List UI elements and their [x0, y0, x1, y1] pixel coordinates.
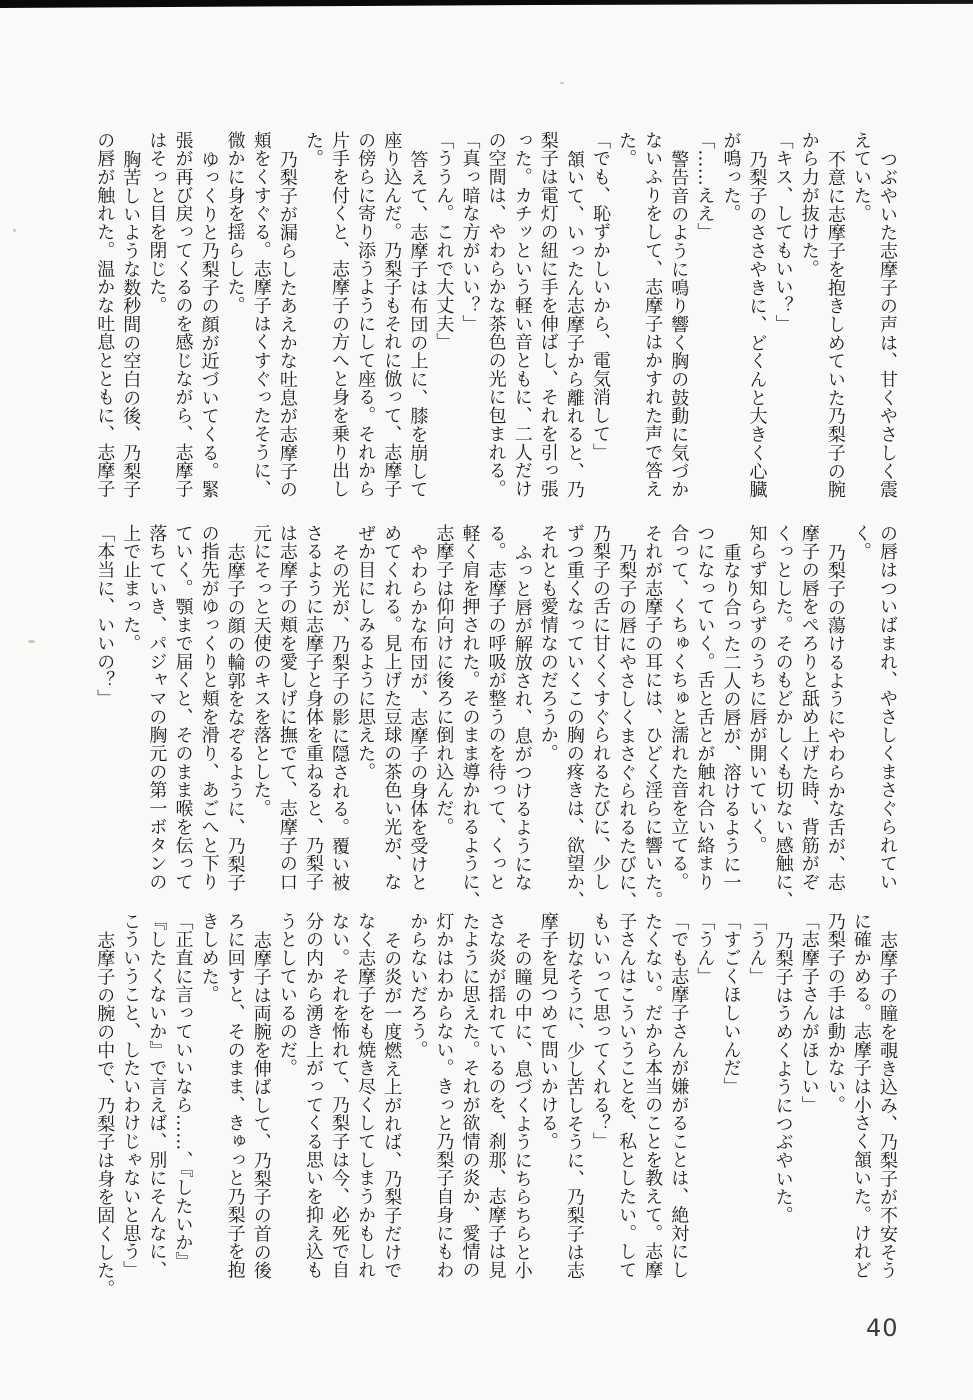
- text-column: きしめた。: [198, 912, 220, 1004]
- text-column: もいいって思ってくれる？」: [589, 912, 611, 1151]
- text-column: さな炎が揺れているのを、刹那、志摩子は見: [485, 912, 507, 1279]
- text-column: その瞳の中に、息づくようにちらちらと小: [511, 930, 533, 1280]
- text-column: ずつ重くなっていくこの胸の疼きは、欲望か、: [563, 524, 585, 910]
- scan-speck: [13, 229, 16, 232]
- text-column: くっとした。そのもどかしくも切ない感触に、: [772, 524, 794, 910]
- text-column: 志摩子の顔の輪郭をなぞるように、乃梨子: [224, 542, 246, 892]
- text-column: たように思えた。それが欲情の炎か、愛情の: [459, 912, 481, 1279]
- text-column: さるように志摩子と身体を重ねると、乃梨子: [302, 524, 324, 891]
- text-column: 片手を付くと、志摩子の方へと身を乗り出し: [329, 131, 351, 498]
- text-column: それが志摩子の耳には、ひどく淫らに響いた。: [642, 524, 664, 910]
- text-column: が鳴った。: [720, 131, 742, 223]
- text-column: 頬をくすぐる。志摩子はくすぐったそうに、: [250, 131, 272, 498]
- text-column: ふっと唇が解放され、息がつけるようにな: [511, 542, 533, 892]
- text-column: た。: [302, 131, 324, 168]
- text-column: 胸苦しいような数秒間の空白の後、乃梨子: [120, 149, 142, 499]
- text-column: 『したくないか』で言えば、別にそんなに、: [146, 912, 168, 1279]
- text-column: 座り込んだ。乃梨子もそれに倣って、志摩子: [381, 131, 403, 498]
- text-column: は志摩子の頬を愛しげに撫でて、志摩子の口: [276, 524, 298, 891]
- text-column: 志摩子は両腕を伸ばして、乃梨子の首の後: [250, 930, 272, 1280]
- text-column: 梨子は電灯の紐に手を伸ばし、それを引っ張: [537, 131, 559, 498]
- text-column: 「うん」: [746, 912, 768, 986]
- text-column: 合って、くちゅくちゅと濡れた音を立てる。: [668, 524, 690, 891]
- text-column: その光が、乃梨子の影に隠される。覆い被: [329, 542, 351, 892]
- scan-edge-artifact: [0, 0, 973, 8]
- text-column: 乃梨子の唇にやさしくまさぐられるたびに、: [616, 542, 638, 910]
- scan-speck: [28, 640, 35, 643]
- text-column: 志摩子の腕の中で、乃梨子は身を固くした。: [94, 930, 116, 1298]
- text-column: 「……ええ」: [694, 131, 716, 242]
- text-column: 「ううん。これで大丈夫」: [433, 131, 455, 352]
- text-column: なく志摩子をも焼き尽くしてしまうかもしれ: [355, 912, 377, 1279]
- text-column: ろに回すと、そのまま、きゅっと乃梨子を抱: [224, 912, 246, 1279]
- text-column: その炎が一度燃え上がれば、乃梨子だけで: [381, 930, 403, 1280]
- text-column: 知らず知らずのうちに唇が開いていく。: [746, 524, 768, 855]
- text-column: それとも愛情なのだろうか。: [537, 524, 559, 763]
- text-column: に確かめる。志摩子は小さく頷いた。けれど: [850, 912, 872, 1279]
- text-column: 重なり合った二人の唇が、溶けるように一: [720, 542, 742, 892]
- text-column: の傍らに寄り添うようにして座る。それから: [355, 131, 377, 498]
- text-column: 乃梨子の手は動かない。: [824, 912, 846, 1114]
- text-column: たくない。だから本当のことを教えて。志摩: [642, 912, 664, 1279]
- text-column: ない。それを怖れて、乃梨子は今、必死で自: [329, 912, 351, 1279]
- text-column: 分の内から湧き上がってくる思いを抑え込も: [302, 912, 324, 1279]
- text-column: の唇が触れた。温かな吐息とともに、志摩子: [94, 131, 116, 498]
- text-column: 上で止まった。: [120, 524, 142, 653]
- text-column: つぶやいた志摩子の声は、甘くやさしく震: [877, 149, 898, 499]
- text-column: 摩子を見つめて問いかける。: [537, 912, 559, 1151]
- text-column: 「でも志摩子さんが嫌がることは、絶対にし: [668, 912, 690, 1279]
- text-column: 落ちていき、パジャマの胸元の第一ボタンの: [146, 524, 168, 891]
- text-column: やわらかな布団が、志摩子の身体を受けと: [407, 542, 429, 892]
- text-column: く。: [850, 524, 872, 561]
- text-column: 張が再び戻ってくるのを感じながら、志摩子: [172, 131, 194, 498]
- text-column: はそっと目を閉じた。: [146, 131, 168, 315]
- text-column: 不意に志摩子を抱きしめていた乃梨子の腕: [824, 149, 846, 499]
- text-column: つになっていく。舌と舌とが触れ合い絡まり: [694, 524, 716, 891]
- text-column: ないふりをして、志摩子はかすれた声で答え: [642, 131, 664, 498]
- text-column: 答えて、志摩子は布団の上に、膝を崩して: [407, 149, 429, 499]
- text-band-middle: [91, 524, 900, 910]
- text-column: 「すごくほしいんだ」: [720, 912, 742, 1096]
- text-column: 「でも、恥ずかしいから、電気消して」: [589, 131, 611, 462]
- text-column: ていく。顎まで届くと、そのまま喉を伝って: [172, 524, 194, 891]
- text-column: 摩子の唇をぺろりと舐め上げた時、背筋がぞ: [798, 524, 820, 891]
- text-column: 「本当に、いいの？」: [94, 524, 116, 708]
- text-column: ゆっくりと乃梨子の顔が近づいてくる。緊: [198, 149, 220, 499]
- text-column: 志摩子の瞳を覗き込み、乃梨子が不安そう: [877, 930, 898, 1280]
- text-band-top: [91, 131, 900, 503]
- text-column: うとしているのだ。: [276, 912, 298, 1078]
- text-column: 志摩子は仰向けに後ろに倒れ込んだ。: [433, 524, 455, 836]
- text-column: る。志摩子の呼吸が整うのを待って、くっと: [485, 524, 507, 891]
- text-column: 微かに身を揺らした。: [224, 131, 246, 315]
- text-column: えていた。: [850, 131, 872, 223]
- text-column: 乃梨子の舌に甘くくすぐられるたびに、少し: [589, 524, 611, 891]
- text-column: 頷いて、いったん志摩子から離れると、乃: [563, 149, 585, 499]
- text-column: 灯かはわからない。きっと乃梨子自身にもわ: [433, 912, 455, 1279]
- page-number: 40: [866, 1314, 899, 1342]
- text-column: 乃梨子のささやきに、どくんと大きく心臓: [746, 149, 768, 499]
- text-column: た。: [616, 131, 638, 168]
- text-column: 子さんはこういうことを、私としたい。して: [616, 912, 638, 1279]
- text-column: めてくれる。見上げた豆球の茶色い光が、な: [381, 524, 403, 891]
- text-column: の唇はついばまれ、やさしくまさぐられてい: [877, 524, 898, 891]
- scan-speck: [560, 82, 564, 84]
- text-column: 「キス、してもいい？」: [772, 131, 794, 333]
- text-column: 警告音のように鳴り響く胸の鼓動に気づか: [668, 149, 690, 499]
- text-column: 元にそっと天使のキスを落とした。: [250, 524, 272, 818]
- text-column: 乃梨子が漏らしたあえかな吐息が志摩子の: [276, 149, 298, 499]
- text-column: った。カチッという軽い音ともに、二人だけ: [511, 131, 533, 498]
- text-column: 乃梨子の蕩けるようにやわらかな舌が、志: [824, 542, 846, 892]
- text-column: の指先がゆっくりと頬を滑り、あごへと下り: [198, 524, 220, 891]
- text-column: 切なそうに、少し苦しそうに、乃梨子は志: [563, 930, 585, 1280]
- text-column: 「真っ暗な方がいい？」: [459, 131, 481, 333]
- text-column: 軽く肩を押された。そのまま導かれるように、: [459, 524, 481, 910]
- text-column: の空間は、やわらかな茶色の光に包まれる。: [485, 131, 507, 498]
- text-column: こういうこと、したいわけじゃないと思う」: [120, 912, 142, 1279]
- text-column: 乃梨子はうめくようにつぶやいた。: [772, 930, 794, 1225]
- text-band-bottom: [91, 912, 900, 1298]
- text-column: 「うん」: [694, 912, 716, 986]
- text-column: ぜか目にしみるように思えた。: [355, 524, 377, 781]
- text-column: から力が抜けた。: [798, 131, 820, 278]
- text-column: 「志摩子さんがほしい」: [798, 912, 820, 1114]
- text-column: 「正直に言っていいなら……、『したいか』: [172, 912, 194, 1270]
- text-column: からないだろう。: [407, 912, 429, 1059]
